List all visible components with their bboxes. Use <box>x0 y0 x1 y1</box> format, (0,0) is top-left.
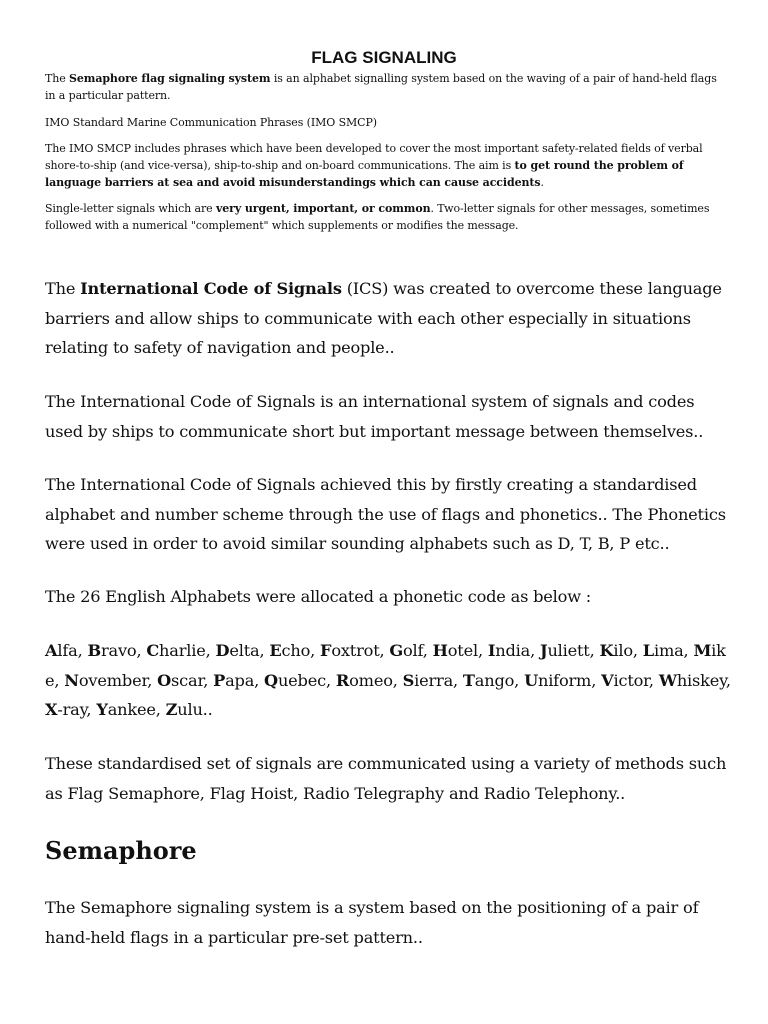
phonetic-entry <box>403 671 463 690</box>
text-run: Single-letter signals which are <box>45 202 216 215</box>
phonetic-initial: F <box>320 641 332 660</box>
phonetic-entry <box>64 671 157 690</box>
phonetic-rest: ima, <box>653 641 694 660</box>
text-run: . Two-letter signals for other messages, sometimes followed with a numerical "complement" which supplements or modifies the message. <box>45 202 710 232</box>
text-run: . <box>540 176 544 189</box>
body-paragraph-semaphore: The Semaphore signaling system is a system based on the positioning of a pair of hand-held flags in a particular pre-set pattern.. <box>45 898 699 947</box>
phonetic-rest: harlie, <box>159 641 216 660</box>
phonetic-entry <box>336 671 403 690</box>
phonetic-rest: ictor, <box>613 670 659 690</box>
text-run: The <box>45 279 81 298</box>
phonetic-initial: Q <box>264 670 278 690</box>
phonetic-rest: hiskey, <box>676 670 731 690</box>
phonetic-initial: H <box>432 641 448 660</box>
phonetic-entry <box>45 641 88 660</box>
phonetic-entry <box>213 671 264 690</box>
document-title: FLAG SIGNALING <box>311 48 457 67</box>
phonetic-rest: elta, <box>229 641 270 660</box>
phonetic-rest: ango, <box>474 670 525 690</box>
intro-paragraph-semaphore <box>45 70 725 104</box>
phonetic-rest: ndia, <box>495 641 540 660</box>
phonetic-rest: scar, <box>171 670 214 690</box>
body-paragraph-methods: These standardised set of signals are communicated using a variety of methods such as Flag Semaphore, Flag Hoist, Radio Telegraphy and Radio Telephony.. <box>45 754 727 803</box>
phonetic-initial: W <box>658 670 677 690</box>
phonetic-rest: ovember, <box>78 670 158 690</box>
phonetic-rest: niform, <box>537 670 602 690</box>
phonetic-initial: O <box>157 670 172 690</box>
phonetic-initial: V <box>601 670 614 690</box>
body-paragraph-ics-intro <box>45 274 735 363</box>
phonetic-initial: N <box>64 670 79 690</box>
phonetic-initial: T <box>462 670 475 690</box>
phonetic-entry <box>157 671 213 690</box>
phonetic-initial: L <box>642 641 654 660</box>
phonetic-initial: E <box>269 641 282 660</box>
phonetic-rest: ravo, <box>100 641 147 660</box>
phonetic-initial: A <box>45 641 58 660</box>
phonetic-initial: Z <box>165 700 178 719</box>
phonetic-entry <box>659 671 731 690</box>
phonetic-rest: apa, <box>225 670 265 690</box>
text-run: The <box>45 72 70 85</box>
body-paragraph-ics-alphabet: The International Code of Signals achieved this by firstly creating a standardised alphabet and number scheme through the use of flags and phonetics.. The Phonetics were used in order to avoid similar sounding alphabets such as D, T, B, P etc.. <box>45 475 726 553</box>
phonetic-initial: G <box>389 641 404 660</box>
section-heading-semaphore: Semaphore <box>45 836 197 865</box>
phonetic-entry <box>524 671 601 690</box>
phonetic-entry <box>433 641 488 660</box>
phonetic-rest: omeo, <box>349 670 403 690</box>
phonetic-entry <box>540 641 600 660</box>
phonetic-rest: ierra, <box>414 670 463 690</box>
phonetic-initial: I <box>487 641 496 660</box>
phonetic-entry <box>264 671 336 690</box>
intro-paragraph-single-letter <box>45 200 725 234</box>
phonetic-rest: uliett, <box>547 641 600 660</box>
phonetic-initial: S <box>402 670 415 690</box>
phonetic-entry <box>96 700 165 719</box>
intro-paragraph-imo-smcp: IMO Standard Marine Communication Phrases (IMO SMCP) <box>45 116 377 129</box>
phonetic-rest: otel, <box>447 641 488 660</box>
phonetic-initial: R <box>335 670 350 690</box>
phonetic-entry <box>320 641 389 660</box>
phonetic-rest: uebec, <box>277 670 336 690</box>
phonetic-initial: K <box>599 641 614 660</box>
phonetic-entry <box>643 641 694 660</box>
phonetic-rest: ike, <box>45 641 726 690</box>
phonetic-rest: oxtrot, <box>331 641 390 660</box>
text-run: The IMO SMCP includes phrases which have been developed to cover the most important safety-related fields of verbal shore-to-ship (and vice-versa), ship-to-ship and on-board communications. The aim is <box>45 142 703 172</box>
bold-text-run: very urgent, important, or common <box>215 202 431 215</box>
phonetic-initial: Y <box>96 700 108 719</box>
phonetic-entry <box>166 700 213 719</box>
bold-text-run: to get round the problem of language barriers at sea and avoid misunderstandings which can cause accidents <box>45 159 684 189</box>
phonetic-initial: J <box>539 641 548 660</box>
phonetic-entry <box>601 671 659 690</box>
body-paragraph-phonetic-intro: The 26 English Alphabets were allocated a phonetic code as below : <box>45 587 592 606</box>
phonetic-entry <box>600 641 643 660</box>
phonetic-entry <box>88 641 147 660</box>
bold-text-run: Semaphore flag signaling system <box>69 72 271 85</box>
phonetic-rest: olf, <box>403 641 433 660</box>
phonetic-entry <box>463 671 524 690</box>
phonetic-entry <box>488 641 540 660</box>
phonetic-rest: lfa, <box>57 641 88 660</box>
text-run: (ICS) was created to overcome these language barriers and allow ships to communicate with each other especially in situations relating to safety of navigation and people.. <box>45 279 722 357</box>
phonetic-alphabet-list <box>45 636 735 725</box>
phonetic-entry <box>45 700 96 719</box>
phonetic-rest: ankee, <box>107 700 166 719</box>
phonetic-entry <box>389 641 432 660</box>
intro-paragraph-imo-description <box>45 140 725 191</box>
phonetic-initial: X <box>45 700 58 719</box>
phonetic-rest: ilo, <box>613 641 643 660</box>
phonetic-initial: M <box>693 641 712 660</box>
phonetic-rest: -ray, <box>57 700 97 719</box>
phonetic-entry <box>216 641 270 660</box>
phonetic-entry <box>269 641 320 660</box>
phonetic-initial: B <box>87 641 101 660</box>
phonetic-initial: P <box>213 670 226 690</box>
phonetic-initial: U <box>524 670 538 690</box>
body-paragraph-ics-system: The International Code of Signals is an international system of signals and codes used by ships to communicate short but important message between themselves.. <box>45 392 704 441</box>
phonetic-initial: D <box>215 641 230 660</box>
phonetic-entry <box>146 641 215 660</box>
phonetic-rest: cho, <box>281 641 321 660</box>
phonetic-initial: C <box>146 641 160 660</box>
bold-text-run: International Code of Signals <box>80 279 342 298</box>
text-run: is an alphabet signalling system based on the waving of a pair of hand-held flags in a particular pattern. <box>45 72 717 102</box>
phonetic-rest: ulu.. <box>177 700 213 719</box>
